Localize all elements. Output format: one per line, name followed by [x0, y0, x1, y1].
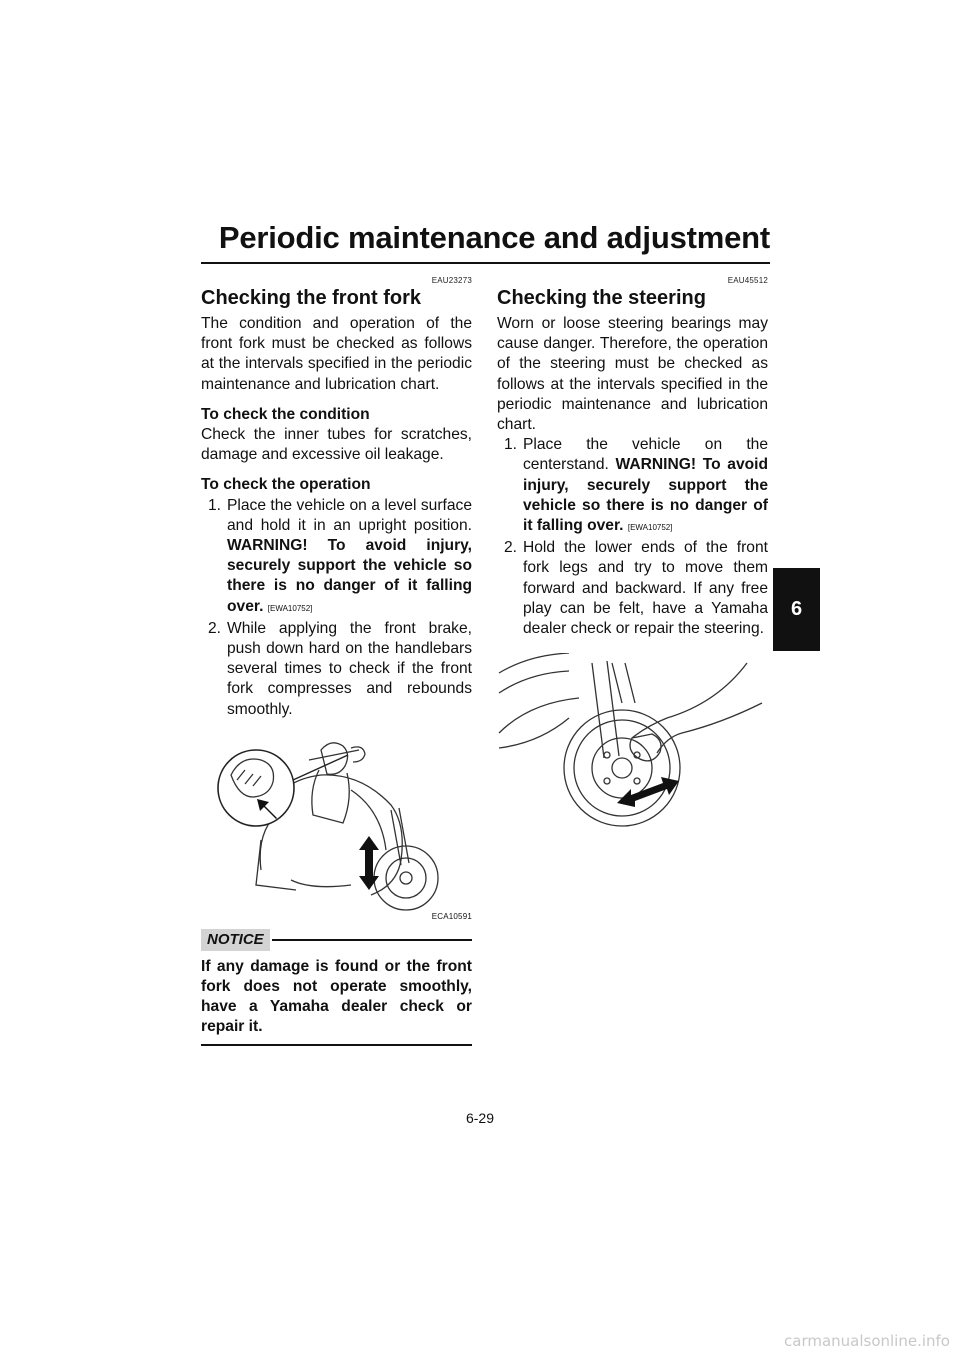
step-number: 1.	[207, 496, 221, 514]
step-text	[523, 435, 768, 538]
warning-text: WARNING! To avoid injury, securely support the vehicle so there is no danger of it falling over.	[523, 456, 768, 535]
front-fork-heading: Checking the front fork	[201, 287, 422, 309]
condition-heading: To check the condition	[201, 405, 370, 423]
front-fork-illustration	[201, 730, 472, 925]
steering-illustration	[497, 653, 768, 833]
steering-step-2	[497, 538, 768, 639]
steering-intro: Worn or loose steering bearings may cause danger. Therefore, the operation of the steering must be checked as follows at the intervals specified in the periodic maintenance and lubrication chart.	[497, 315, 768, 434]
notice-rule	[272, 939, 472, 941]
notice-end-rule	[201, 1044, 472, 1046]
warning-code: [EWA10752]	[267, 603, 313, 613]
step-instruction: While applying the front brake, push down hard on the handlebars several times to check if the front fork compresses and rebounds smoothly.	[227, 619, 472, 718]
warning-text: WARNING! To avoid injury, securely support the vehicle so there is no danger of it falling over.	[227, 537, 472, 615]
page-number: 6-29	[465, 1110, 495, 1126]
operation-step-2	[201, 619, 472, 720]
step-instruction: Hold the lower ends of the front fork legs and try to move them forward and backward. If any free play can be felt, have a Yamaha dealer check or repair the steering.	[523, 539, 768, 638]
step-instruction: Place the vehicle on a level surface and hold it in an upright position.	[227, 496, 472, 534]
watermark: carmanualsonline.info	[784, 1332, 950, 1350]
step-number: 2.	[207, 619, 221, 637]
steering-step-1	[497, 435, 768, 538]
section-code: EAU45512	[727, 276, 768, 285]
notice-text: If any damage is found or the front fork does not operate smoothly, have a Yamaha dealer check or repair it.	[201, 957, 472, 1036]
operation-heading: To check the operation	[201, 476, 371, 494]
section-code: EAU23273	[431, 276, 472, 285]
notice-badge: NOTICE	[201, 929, 270, 951]
left-column	[201, 276, 472, 1046]
scooter-fork-drawing	[201, 730, 472, 920]
notice-header	[201, 929, 472, 951]
header-rule	[201, 262, 770, 264]
front-fork-intro: The condition and operation of the front fork must be checked as follows at the intervals specified in the periodic maintenance and lubrication chart.	[201, 315, 472, 393]
page-title: Periodic maintenance and adjustment	[218, 220, 770, 255]
section-tab: 6	[773, 568, 820, 651]
warning-code: [EWA10752]	[627, 523, 673, 533]
figure-code: ECA10591	[431, 911, 472, 921]
step-number: 2.	[503, 539, 517, 557]
operation-step-1	[201, 496, 472, 619]
step-text	[227, 496, 472, 619]
condition-text: Check the inner tubes for scratches, damage and excessive oil leakage.	[201, 426, 472, 464]
step-instruction: Place the vehicle on the centerstand.	[523, 436, 768, 474]
steering-check-drawing	[497, 653, 768, 828]
step-number: 1.	[503, 436, 517, 454]
steering-heading: Checking the steering	[497, 287, 706, 309]
right-column	[497, 276, 768, 833]
